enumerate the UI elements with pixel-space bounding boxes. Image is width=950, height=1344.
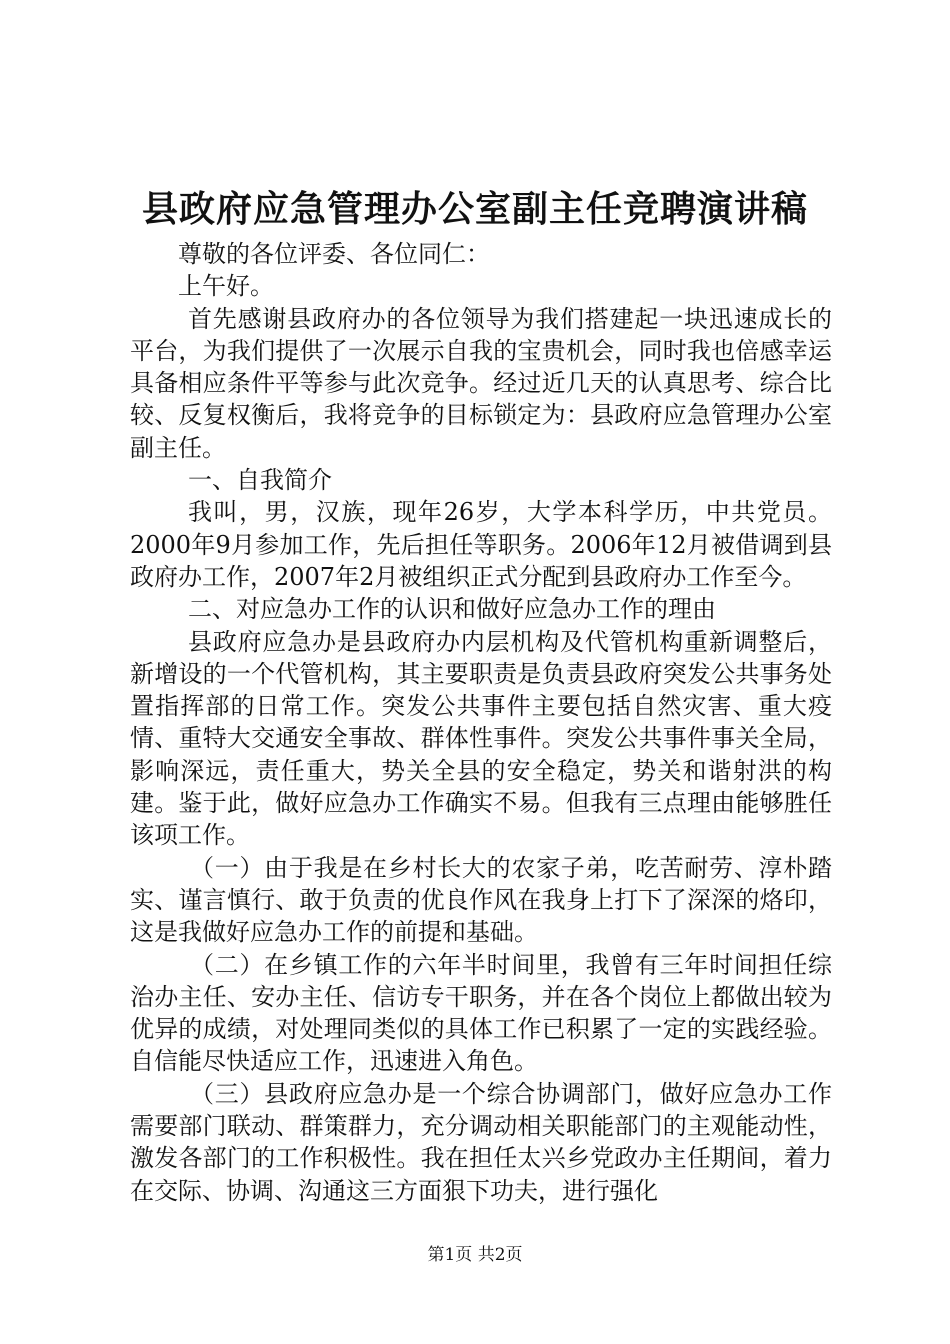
- section-heading-2: 二、对应急办工作的认识和做好应急办工作的理由: [188, 595, 716, 624]
- paragraph-self-intro: 我叫，男，汉族，现年26岁，大学本科学历，中共党员。2000年9月参加工作，先后担任等职务。2006年12月被借调到县政府办工作，2007年2月被组织正式分配到县政府办工作至今。: [130, 498, 832, 591]
- paragraph-intro: 首先感谢县政府办的各位领导为我们搭建起一块迅速成长的平台，为我们提供了一次展示自我的宝贵机会，同时我也倍感幸运具备相应条件平等参与此次竞争。经过近几天的认真思考、综合比较、反复权衡后，我将竞争的目标锁定为：县政府应急管理办公室副主任。: [130, 304, 832, 462]
- section-heading-1: 一、自我简介: [188, 466, 332, 495]
- greeting: 上午好。: [178, 272, 274, 301]
- document-body: [130, 238, 832, 1207]
- paragraph-reason-3: （三）县政府应急办是一个综合协调部门，做好应急办工作需要部门联动、群策群力，充分调动相关职能部门的主观能动性，激发各部门的工作积极性。我在担任太兴乡党政办主任期间，着力在交际、协调、沟通这三方面狠下功夫，进行强化: [130, 1079, 832, 1205]
- paragraph-reason-1: （一）由于我是在乡村长大的农家子弟，吃苦耐劳、淳朴踏实、谨言慎行、敢于负责的优良作风在我身上打下了深深的烙印，这是我做好应急办工作的前提和基础。: [130, 853, 832, 947]
- paragraph-office-understanding: 县政府应急办是县政府办内层机构及代管机构重新调整后，新增设的一个代管机构，其主要职责是负责县政府突发公共事务处置指挥部的日常工作。突发公共事件主要包括自然灾害、重大疫情、重特大交通安全事故、群体性事件。突发公共事件事关全局，影响深远，责任重大，势关全县的安全稳定，势关和谐射洪的构建。鉴于此，做好应急办工作确实不易。但我有三点理由能够胜任该项工作。: [130, 627, 832, 850]
- paragraph-reason-2: （二）在乡镇工作的六年半时间里，我曾有三年时间担任综治办主任、安办主任、信访专干职务，并在各个岗位上都做出较为优异的成绩，对处理同类似的具体工作已积累了一定的实践经验。自信能尽快适应工作，迅速进入角色。: [130, 950, 832, 1076]
- page-footer: 第1页 共2页: [427, 1245, 523, 1265]
- document-title: 县政府应急管理办公室副主任竞聘演讲稿: [141, 189, 808, 230]
- salutation: 尊敬的各位评委、各位同仁：: [178, 240, 490, 268]
